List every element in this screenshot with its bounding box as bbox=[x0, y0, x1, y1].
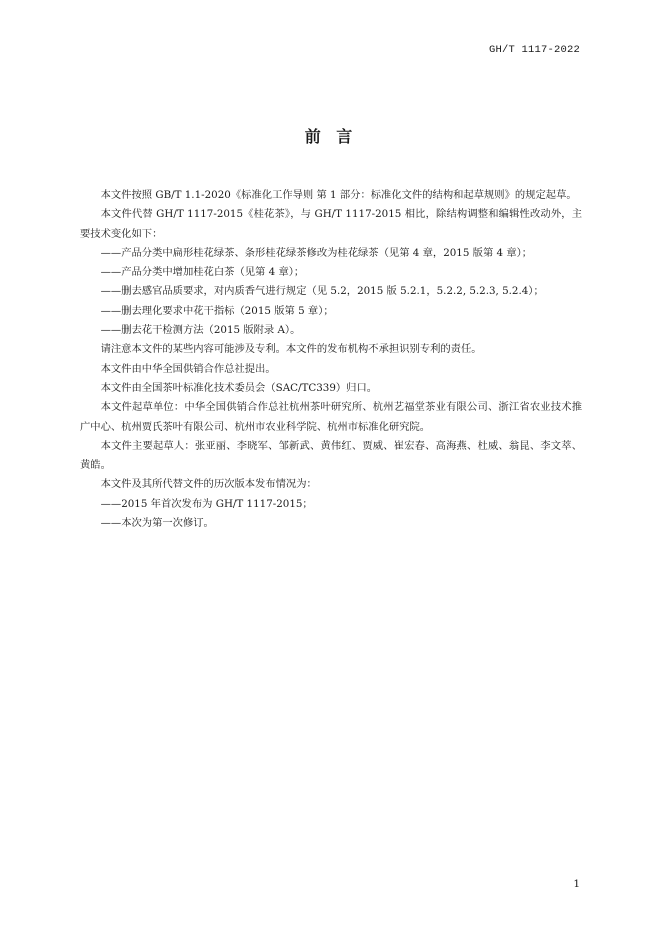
change-item-white-tea: ——产品分类中增加桂花白茶（见第 4 章）； bbox=[100, 266, 305, 279]
change-item-green-tea: ——产品分类中扁形桂花绿茶、条形桂花绿茶修改为桂花绿茶（见第 4 章，2015 版第 4 章）； bbox=[100, 246, 533, 259]
standard-code: GH/T 1117-2022 bbox=[488, 44, 580, 56]
change-item-dry-flower-index: ——删去理化要求中花干指标（2015 版第 5 章）； bbox=[100, 304, 334, 317]
foreword-body bbox=[80, 186, 582, 533]
paragraph-drafters: 本文件主要起草人：张亚丽、李晓军、邹新武、黄伟红、贾威、崔宏春、高海燕、杜威、翁昆、李文萃、黄皓。 bbox=[80, 439, 582, 472]
page-title: 前 言 bbox=[304, 127, 358, 146]
paragraph-drafting-rules: 本文件按照 GB/T 1.1-2020《标准化工作导则 第 1 部分：标准化文件的结构和起草规则》的规定起草。 bbox=[100, 189, 577, 201]
history-item-revision: ——本次为第一次修订。 bbox=[100, 517, 214, 530]
paragraph-history: 本文件及其所代替文件的历次版本发布情况为： bbox=[100, 478, 317, 491]
paragraph-patent-notice: 请注意本文件的某些内容可能涉及专利。本文件的发布机构不承担识别专利的责任。 bbox=[100, 343, 482, 356]
paragraph-replaces: 本文件代替 GH/T 1117-2015《桂花茶》，与 GH/T 1117-2015 相比，除结构调整和编辑性改动外，主要技术变化如下： bbox=[80, 208, 582, 240]
change-item-sensory: ——删去感官品质要求，对内质香气进行规定（见 5.2，2015 版 5.2.1，5.2.2, 5.2.3, 5.2.4）； bbox=[100, 285, 544, 298]
paragraph-proposer: 本文件由中华全国供销合作总社提出。 bbox=[100, 362, 276, 375]
page-number: 1 bbox=[573, 878, 580, 890]
change-item-dry-flower-method: ——删去花干检测方法（2015 版附录 A）。 bbox=[100, 324, 301, 337]
paragraph-drafting-units: 本文件起草单位：中华全国供销合作总社杭州茶叶研究所、杭州艺福堂茶业有限公司、浙江省农业技术推广中心、杭州贾氏茶叶有限公司、杭州市农业科学院、杭州市标准化研究院。 bbox=[80, 401, 582, 433]
history-item-first-release: ——2015 年首次发布为 GH/T 1117-2015； bbox=[100, 497, 313, 510]
paragraph-committee: 本文件由全国茶叶标准化技术委员会（SAC/TC339）归口。 bbox=[100, 381, 378, 394]
